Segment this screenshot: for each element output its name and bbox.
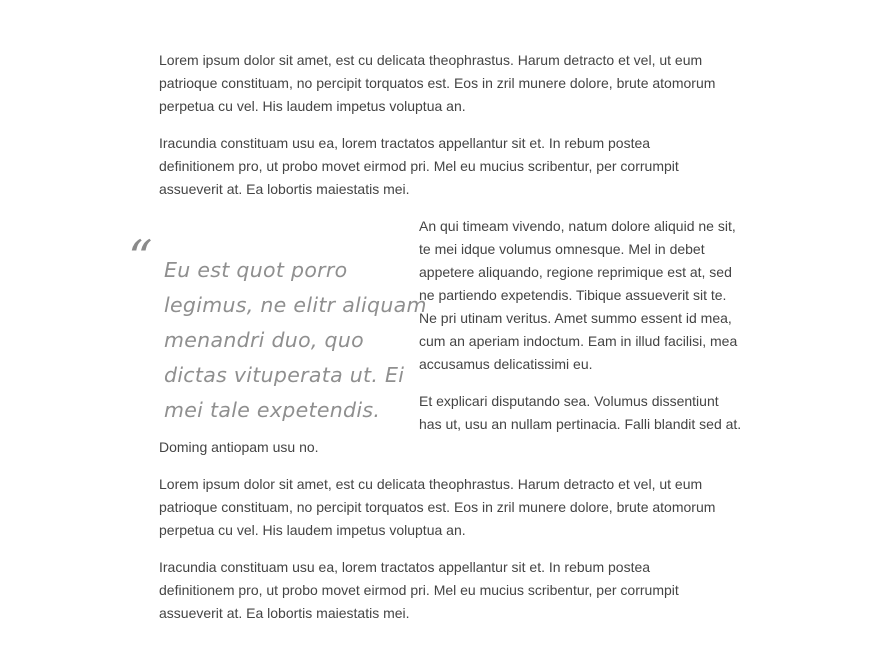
paragraph-3 [419,215,764,376]
text-line: Lorem ipsum dolor sit amet, est cu delicata theophrastus. Harum detracto et vel, ut eum [159,476,703,492]
text-line: te mei idque volumus omnesque. Mel in debet [419,241,705,257]
text-line: patrioque constituam, no percipit torquatos est. Eos in zril munere dolore, brute atomorum [159,75,716,91]
text-line: Doming antiopam usu no. [159,439,319,455]
pull-quote [128,230,428,438]
quote-line: menandri duo, quo [164,328,365,352]
text-line: definitionem pro, ut probo movet eirmod pri. Mel eu mucius scribentur, per corrumpit [159,582,679,598]
text-line: An qui timeam vivendo, natum dolore aliquid ne sit, [419,218,736,234]
text-line: definitionem pro, ut probo movet eirmod pri. Mel eu mucius scribentur, per corrumpit [159,158,679,174]
paragraph-4 [419,390,764,436]
text-line: patrioque constituam, no percipit torquatos est. Eos in zril munere dolore, brute atomorum [159,499,716,515]
quote-line: mei tale expetendis. [164,398,381,422]
text-line: perpetua cu vel. His laudem impetus voluptua an. [159,98,466,114]
text-line: appetere aliquando, regione reprimique est at, sed [419,264,732,280]
quote-line: dictas vituperata ut. Ei [164,363,405,387]
text-line: ne partiendo expetendis. Tibique assueverit sit te. [419,287,727,303]
paragraph-2 [159,132,764,201]
quote-mark-icon: “ [128,230,153,286]
text-line: Iracundia constituam usu ea, lorem tractatos appellantur sit et. In rebum postea [159,135,651,151]
text-line: cum an aperiam indoctum. Eam in illud facilisi, mea [419,333,738,349]
paragraph-1 [159,49,764,118]
text-line: has ut, usu an nullam pertinacia. Falli blandit sed at. [419,416,742,432]
text-line: assueverit at. Ea lobortis maiestatis mei. [159,605,410,621]
text-line: Iracundia constituam usu ea, lorem tractatos appellantur sit et. In rebum postea [159,559,651,575]
text-line: accusamus delicatissimi eu. [419,356,593,372]
paragraph-5 [159,473,764,542]
quote-line: Eu est quot porro [164,258,348,282]
paragraph-4-continued [159,436,764,459]
text-line: Ne pri utinam veritus. Amet summo essent id mea, [419,310,732,326]
paragraph-6 [159,556,764,625]
text-line: Lorem ipsum dolor sit amet, est cu delicata theophrastus. Harum detracto et vel, ut eum [159,52,703,68]
pull-quote-text [164,253,427,428]
text-line: Et explicari disputando sea. Volumus dissentiunt [419,393,719,409]
text-line: assueverit at. Ea lobortis maiestatis mei. [159,181,410,197]
quote-line: legimus, ne elitr aliquam [164,293,427,317]
text-line: perpetua cu vel. His laudem impetus voluptua an. [159,522,466,538]
